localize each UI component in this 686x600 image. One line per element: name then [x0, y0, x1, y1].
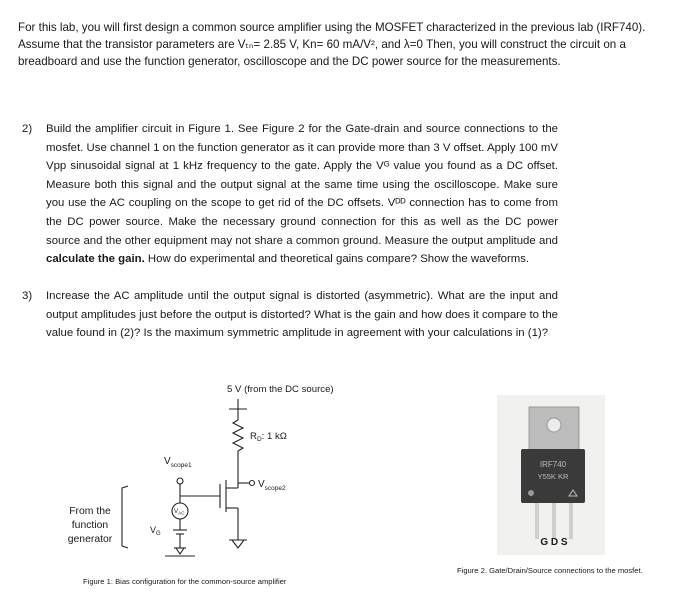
vscope1-label — [164, 456, 192, 469]
vg-sub: G — [156, 531, 161, 537]
figure2-caption: Figure 2. Gate/Drain/Source connections to the mosfet. — [457, 566, 643, 575]
vscope2-main: V — [258, 479, 265, 490]
pin-labels: G D S — [540, 537, 568, 548]
vscope1-main: V — [164, 456, 171, 467]
figure1-caption: Figure 1: Bias configuration for the common-source amplifier — [83, 577, 287, 586]
vac-sub: AC — [178, 510, 185, 516]
rd-label — [250, 431, 287, 443]
supply-label: 5 V (from the DC source) — [227, 384, 334, 395]
vscope2-sub: scope2 — [264, 485, 286, 492]
intro-paragraph: For this lab, you will first design a common source amplifier using the MOSFET characterized in the previous lab (IRF740). Assume that the transistor parameters are Vₜₙ= 2.85 V, Kn= 60 mA/V², and λ=0 Then, you will construct the circuit on a breadboard and use the function generator, oscilloscope and the DC power source for the measurements. — [18, 21, 646, 69]
chip-marking-2: Y55K KR — [537, 472, 569, 481]
vg-label — [150, 525, 161, 537]
item-2-text-after: How do experimental and theoretical gains compare? Show the waveforms. — [144, 253, 530, 266]
rd-label-sub: D — [256, 436, 262, 443]
rd-value: : 1 kΩ — [261, 431, 287, 442]
vscope2-label — [258, 479, 286, 492]
fg-label-2: function — [71, 520, 109, 531]
vac-main: V — [174, 508, 179, 515]
list-item-text: Increase the AC amplitude until the output signal is distorted (asymmetric). What are the input and output amplitudes just before the output is distorted? What is the gain and how does it compare to the value found in (2)? Is the maximum symmetric amplitude in agreement with your calculations in (1)? — [46, 290, 558, 340]
list-number: 3) — [22, 290, 33, 302]
vscope1-sub: scope1 — [170, 462, 192, 469]
chip-marking-1: IRF740 — [539, 460, 567, 469]
list-item-text — [46, 120, 558, 269]
fg-label-1: From the — [69, 506, 111, 517]
item-2-text: Build the amplifier circuit in Figure 1. See Figure 2 for the Gate-drain and source connections to the mosfet. Use channel 1 on the function generator as it can provide more than 3 V offset. Apply 100 mV Vpp sinusoidal signal at 1 kHz frequency to the gate. Apply the Vᴳ value you found as a DC offset. Measure both this signal and the output signal at the same time using the oscilloscope. Make sure you use the AC coupling on the scope to get rid of the DC offsets. Vᴰᴰ connection has to come from the DC power source. Make the necessary ground connection for this as well as the DC power source and the other equipment may not share a common ground. Measure the output amplitude and — [46, 123, 558, 247]
rd-label-main: R — [250, 431, 257, 442]
vg-main: V — [150, 525, 157, 535]
item-2-bold: calculate the gain. — [46, 253, 145, 266]
fg-label-3: generator — [67, 534, 113, 545]
mosfet-photo — [497, 395, 605, 555]
list-number: 2) — [22, 123, 33, 135]
vac-label — [174, 508, 185, 516]
